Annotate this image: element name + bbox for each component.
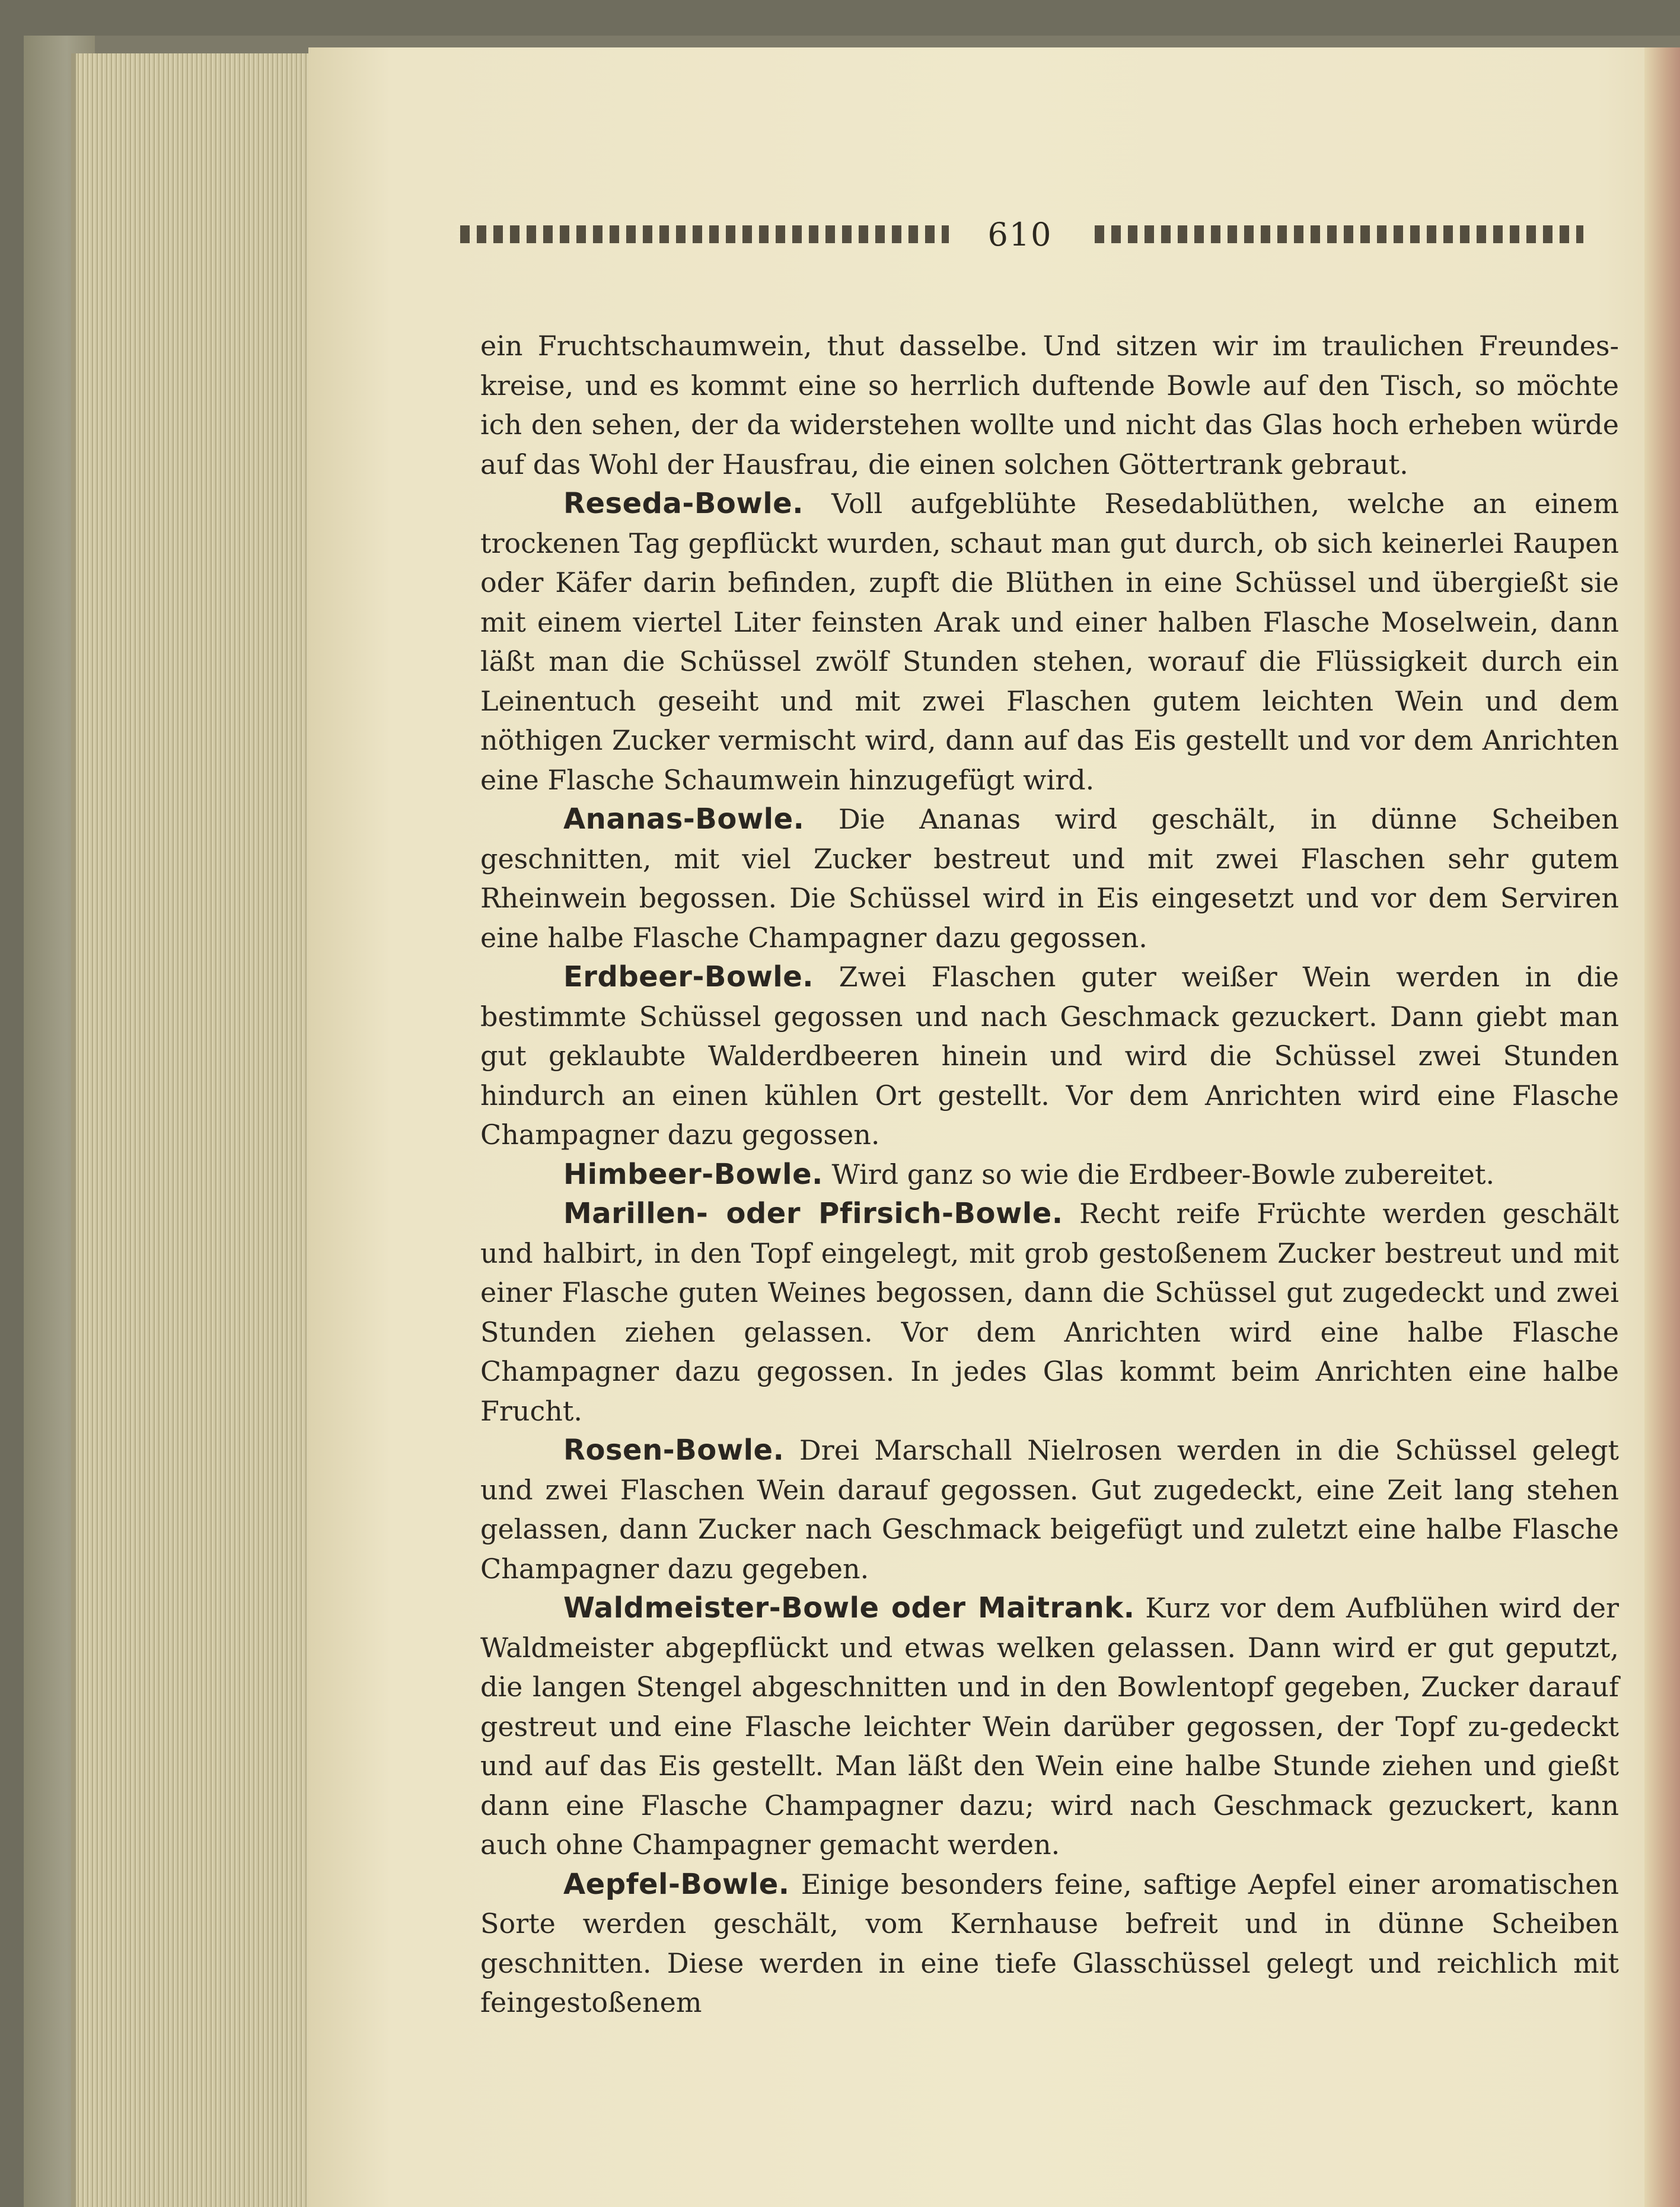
recipe-text: Voll aufgeblühte Resedablüthen, welche an einem trockenen Tag gepflückt wurden, schaut man gut durch, ob sich keinerlei Raupen oder Käfer darin befinden, zupft die Blüthen in eine Schüssel und übergießt sie mit einem viertel Liter feinsten Arak und einer halben Flasche Moselwein, dann läßt man die Schüssel zwölf Stunden stehen, worauf die Flüssigkeit durch ein Leinentuch geseiht und mit zwei Flaschen gutem leichten Wein und dem nöthigen Zucker vermischt wird, dann auf das Eis gestellt und vor dem Anrichten eine Flasche Schaumwein hinzugefügt wird. [480,488,1619,796]
recipe-text: Kurz vor dem Aufblühen wird der Waldmeister abgepflückt und etwas welken gelassen. Dann wird er gut geputzt, die langen Stengel abgeschnitten und in den Bowlentopf gegeben, Zucker darauf gestreut und eine Flasche leichter Wein darüber gegossen, der Topf zu-gedeckt und auf das Eis gestellt. Man läßt den Wein eine halbe Stunde ziehen und gießt dann eine Flasche Champagner dazu; wird nach Geschmack gezuckert, kann auch ohne Champagner gemacht werden. [480,1592,1619,1861]
recipe-text: Einige besonders feine, saftige Aepfel einer aromatischen Sorte werden geschält, vom Kernhause befreit und in dünne Scheiben geschnitten. Diese werden in eine tiefe Glasschüssel gelegt und reichlich mit feingestoßenem [480,1868,1620,2018]
recipe-title: Marillen- oder Pfirsich-Bowle. [563,1197,1063,1230]
recipe-title: Aepfel-Bowle. [563,1867,790,1901]
page-header [457,208,1583,261]
recipe-text: Recht reife Früchte werden geschält und halbirt, in den Topf eingelegt, mit grob gestoßenem Zucker bestreut und mit einer Flasche guten Weines begossen, dann die Schüssel gut zugedeckt und zwei Stunden ziehen gelassen. Vor dem Anrichten wird eine halbe Flasche Champagner dazu gegossen. In jedes Glas kommt beim Anrichten eine halbe Frucht. [480,1198,1619,1427]
recipe-erdbeer-bowle [480,957,1619,1155]
recipe-text: Wird ganz so wie die Erdbeer-Bowle zubereitet. [831,1158,1495,1190]
recipe-ananas-bowle [480,800,1619,957]
recipe-title: Reseda-Bowle. [563,487,804,520]
recipe-aepfel-bowle [480,1865,1619,2023]
book-page [308,47,1680,2207]
decorative-rule-left-icon [457,225,949,243]
paragraph-text: ein Fruchtschaumwein, thut dasselbe. Und sitzen wir im traulichen Freundes-kreise, und es kommt eine so herrlich duftende Bowle auf den Tisch, so möchte ich den sehen, der da widerstehen wollte und nicht das Glas hoch erheben würde auf das Wohl der Hausfrau, die einen solchen Göttertrank gebraut. [480,330,1619,480]
decorative-rule-right-icon [1091,225,1583,243]
page-right-edge [1644,47,1680,2207]
recipe-title: Himbeer-Bowle. [563,1157,823,1191]
recipe-himbeer-bowle [480,1155,1619,1195]
recipe-title: Erdbeer-Bowle. [563,960,814,993]
recipe-title: Waldmeister-Bowle oder Maitrank. [563,1591,1135,1625]
recipe-reseda-bowle [480,484,1619,800]
recipe-rosen-bowle [480,1431,1619,1588]
recipe-text: Drei Marschall Nielrosen werden in die Schüssel gelegt und zwei Flaschen Wein darauf gegossen. Gut zugedeckt, eine Zeit lang stehen gelassen, dann Zucker nach Geschmack beigefügt und zuletzt eine halbe Flasche Champagner dazu gegeben. [480,1434,1619,1585]
recipe-waldmeister-bowle [480,1588,1619,1865]
recipe-title: Rosen-Bowle. [563,1434,785,1467]
recipe-title: Ananas-Bowle. [563,802,805,836]
paragraph-intro [480,326,1619,484]
page-stack-edges [71,53,313,2207]
recipe-text: Die Ananas wird geschält, in dünne Scheiben geschnitten, mit viel Zucker bestreut und mit zwei Flaschen sehr gutem Rheinwein begossen. Die Schüssel wird in Eis eingesetzt und vor dem Serviren eine halbe Flasche Champagner dazu gegossen. [480,803,1619,954]
page-number: 610 [987,215,1053,253]
page-body [480,326,1619,2023]
recipe-text: Zwei Flaschen guter weißer Wein werden in die bestimmte Schüssel gegossen und nach Geschmack gezuckert. Dann giebt man gut geklaubte Walderdbeeren hinein und wird die Schüssel zwei Stunden hindurch an einen kühlen Ort gestellt. Vor dem Anrichten wird eine Flasche Champagner dazu gegossen. [480,961,1619,1151]
recipe-marillen-bowle [480,1194,1619,1431]
